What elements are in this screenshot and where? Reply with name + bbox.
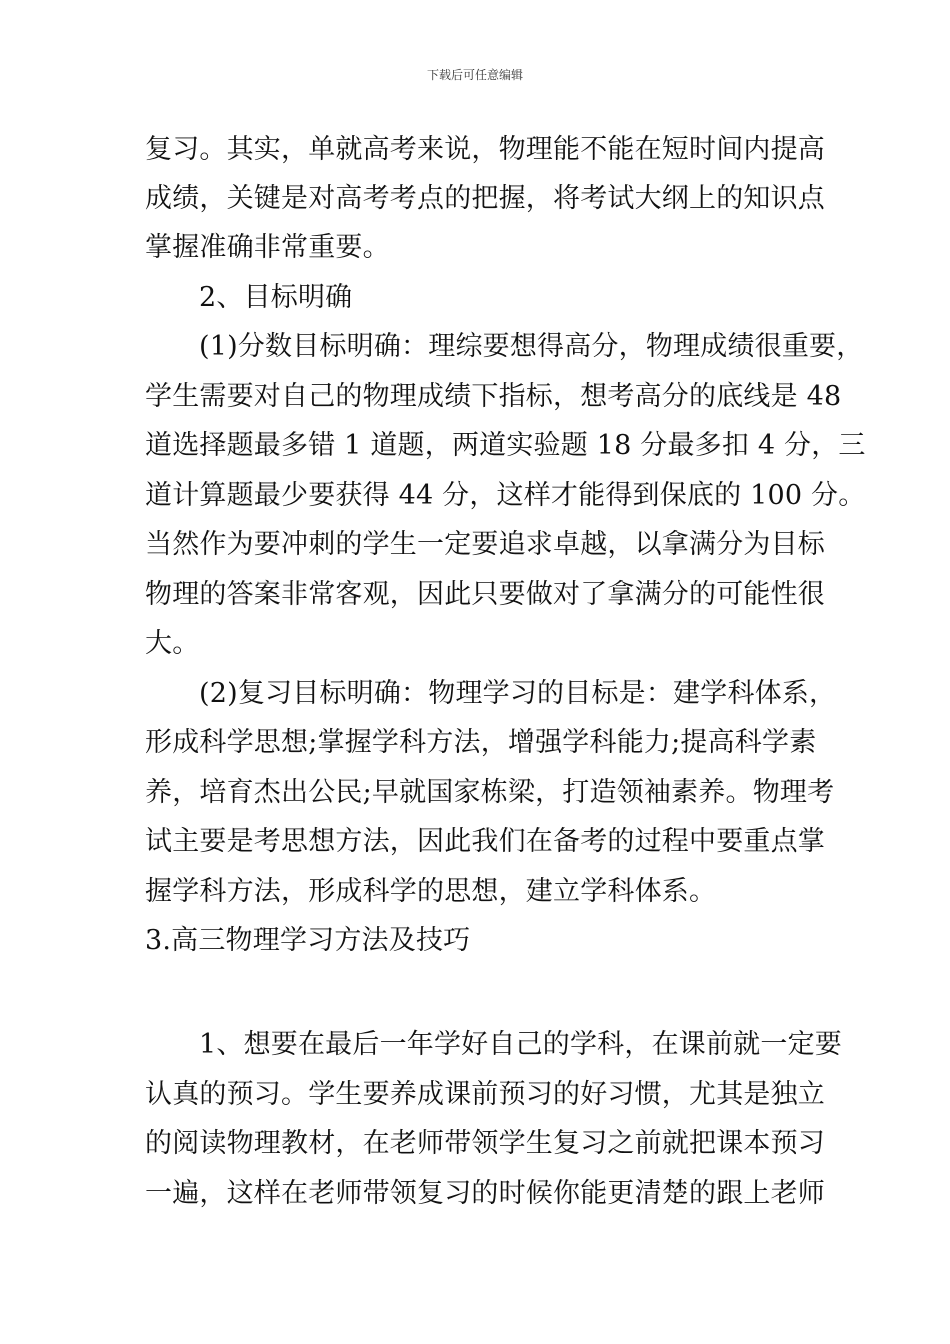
text-line: 试主要是考思想方法，因此我们在备考的过程中要重点掌	[145, 826, 825, 857]
text-line: 道计算题最少要获得 44 分，这样才能得到保底的 100 分。	[145, 480, 866, 511]
text-line: 一遍，这样在老师带领复习的时候你能更清楚的跟上老师	[145, 1178, 825, 1209]
text-line: 复习。其实，单就高考来说，物理能不能在短时间内提高	[145, 134, 825, 165]
text-line: (2)复习目标明确：物理学习的目标是：建学科体系，	[199, 678, 837, 709]
text-line: 握学科方法，形成科学的思想，建立学科体系。	[145, 876, 717, 907]
text-line: 养，培育杰出公民;早就国家栋梁，打造领袖素养。物理考	[145, 777, 835, 808]
text-line: 物理的答案非常客观，因此只要做对了拿满分的可能性很	[145, 579, 825, 610]
text-line: (1)分数目标明确：理综要想得高分，物理成绩很重要，	[199, 331, 864, 362]
text-line: 1、想要在最后一年学好自己的学科，在课前就一定要	[199, 1029, 842, 1060]
section-heading: 2、目标明确	[199, 282, 353, 313]
section-heading: 3.高三物理学习方法及技巧	[145, 925, 471, 956]
text-line: 的阅读物理教材，在老师带领学生复习之前就把课本预习	[145, 1128, 825, 1159]
text-line: 认真的预习。学生要养成课前预习的好习惯，尤其是独立	[145, 1079, 825, 1110]
text-line: 掌握准确非常重要。	[145, 232, 390, 263]
text-line: 形成科学思想;掌握学科方法，增强学科能力;提高科学素	[145, 727, 817, 758]
text-line: 大。	[145, 628, 200, 659]
text-line: 当然作为要冲刺的学生一定要追求卓越，以拿满分为目标	[145, 529, 825, 560]
page-header: 下载后可任意编辑	[426, 68, 523, 82]
text-line: 学生需要对自己的物理成绩下指标，想考高分的底线是 48	[145, 381, 842, 412]
text-line: 成绩，关键是对高考考点的把握，将考试大纲上的知识点	[145, 183, 825, 214]
text-line: 道选择题最多错 1 道题，两道实验题 18 分最多扣 4 分，三	[145, 430, 866, 461]
